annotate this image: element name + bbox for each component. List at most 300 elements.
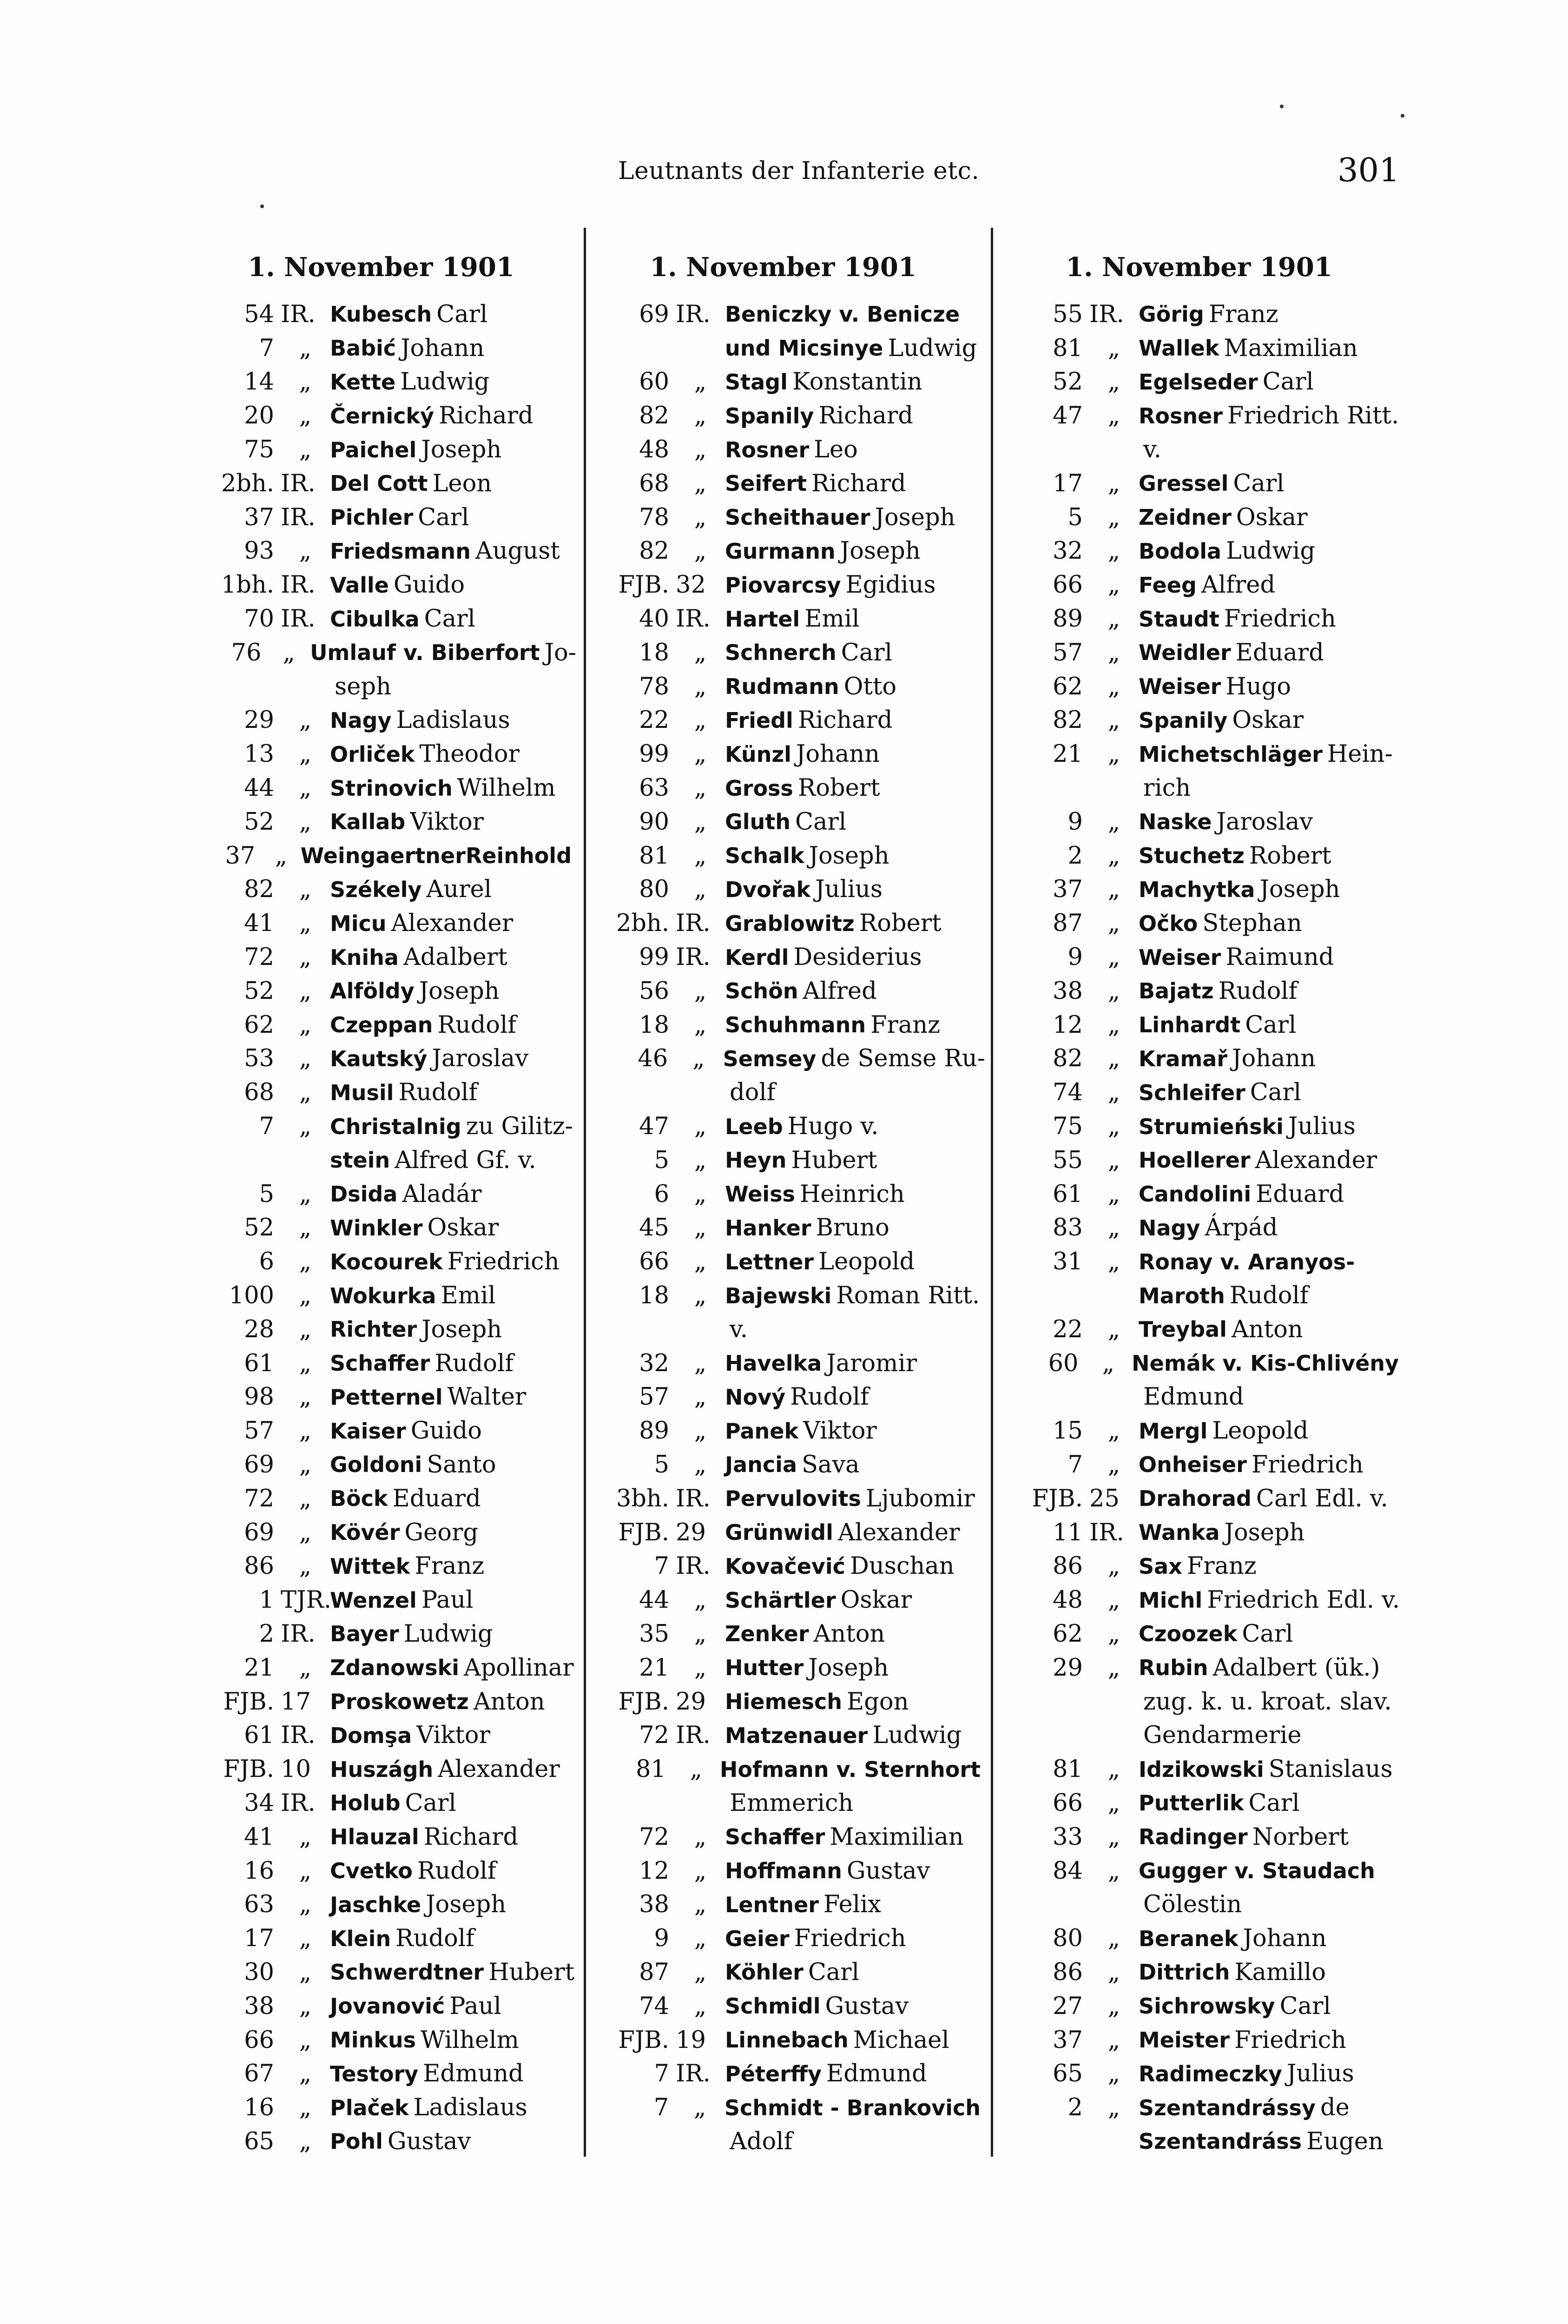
roster-entry	[186, 2023, 576, 2057]
regiment-number: 35	[639, 1620, 669, 1648]
unit-type: „	[690, 1756, 703, 1783]
officer-given-name: Oskar	[1236, 503, 1308, 531]
regiment-number: 82	[639, 402, 669, 430]
unit-type: „	[299, 1214, 312, 1242]
regiment-number: 17	[244, 1925, 274, 1953]
officer-given-name: Edmund	[423, 2060, 524, 2088]
column-date-heading: 1. November 1901	[1066, 252, 1332, 283]
roster-entry	[186, 1651, 576, 1685]
officer-surname: Seifert	[725, 471, 807, 496]
regiment-number: 16	[244, 1857, 274, 1885]
roster-entry	[186, 974, 576, 1008]
officer-given-name: Emil	[441, 1282, 496, 1309]
regiment-number: 63	[244, 1891, 274, 1919]
roster-entry	[581, 1042, 985, 1076]
regiment-number: 38	[639, 1891, 669, 1919]
officer-surname: Weiser	[1139, 674, 1221, 700]
officer-surname: Michl	[1139, 1587, 1203, 1613]
officer-given-name: v.	[730, 1315, 748, 1343]
roster-entry	[995, 670, 1403, 704]
officer-given-name: Egon	[847, 1688, 909, 1716]
roster-entry	[995, 1617, 1403, 1651]
officer-surname: Paichel	[330, 437, 417, 462]
roster-entry	[186, 670, 576, 704]
officer-given-name: Anton	[1231, 1315, 1303, 1343]
officer-given-name: Oskar	[427, 1214, 499, 1242]
officer-given-name: Walter	[447, 1383, 527, 1411]
roster-entry	[581, 1786, 985, 1820]
officer-given-name: Carl	[424, 605, 475, 633]
officer-given-name: Alfred Gf. v.	[395, 1146, 536, 1174]
roster-entry	[995, 1313, 1403, 1347]
unit-type: IR.	[676, 605, 711, 633]
officer-given-name: Theodor	[419, 740, 520, 768]
regiment-number: 52	[1053, 368, 1083, 396]
roster-entry	[186, 1211, 576, 1245]
regiment-number: 41	[244, 1823, 274, 1851]
officer-surname: Beniczky v. Benicze	[725, 302, 960, 327]
roster-entry	[186, 365, 576, 399]
officer-given-name: Eduard	[1256, 1180, 1344, 1208]
officer-given-name: Rudolf	[398, 1079, 478, 1107]
roster-entry	[995, 568, 1403, 602]
unit-type: „	[1107, 740, 1120, 768]
officer-surname: Strinovich	[330, 775, 453, 801]
officer-surname: Kaiser	[330, 1418, 406, 1444]
roster-entry	[581, 704, 985, 738]
officer-given-name: Maximilian	[830, 1823, 964, 1851]
roster-entry	[995, 1786, 1403, 1820]
officer-surname: Havelka	[725, 1351, 822, 1376]
regiment-number: 7	[654, 2060, 669, 2088]
officer-given-name: Alexander	[1255, 1146, 1377, 1174]
officer-surname: Schuhmann	[725, 1012, 866, 1038]
officer-surname: Rosner	[1139, 403, 1223, 429]
officer-surname: Cvetko	[330, 1858, 413, 1884]
officer-given-name: Carl	[795, 808, 847, 836]
regiment-number: 60	[1048, 1349, 1079, 1377]
unit-type: IR.	[281, 503, 316, 531]
officer-given-name: Franz	[870, 1011, 941, 1039]
roster-entry	[995, 805, 1403, 839]
officer-given-name: Julius	[815, 876, 883, 904]
regiment-number: 62	[244, 1011, 274, 1039]
officer-given-name: Johann	[1232, 1045, 1316, 1073]
officer-given-name: Ludwig	[888, 334, 977, 362]
roster-entry	[581, 467, 985, 501]
officer-given-name: Alfred	[803, 977, 877, 1005]
regiment-number: 21	[244, 1654, 274, 1682]
officer-given-name: Gustav	[846, 1857, 930, 1885]
officer-surname: Zeidner	[1139, 505, 1232, 530]
officer-given-name: Jaroslav	[432, 1045, 529, 1073]
roster-entry	[581, 1718, 985, 1752]
regiment-number: 93	[244, 537, 274, 565]
regiment-number: 60	[639, 368, 669, 396]
regiment-number: 37	[225, 842, 256, 870]
regiment-number: 98	[244, 1383, 274, 1411]
unit-type: „	[694, 1113, 707, 1141]
officer-surname: Hofmann v. Sternhort	[719, 1756, 981, 1782]
roster-entry	[581, 1008, 985, 1042]
officer-given-name: Felix	[823, 1891, 882, 1919]
officer-surname: Nemák v. Kis-Chlivény	[1132, 1351, 1399, 1376]
unit-type: „	[694, 1146, 707, 1174]
regiment-number: 18	[639, 1282, 669, 1309]
page-header-title: Leutnants der Infanterie etc.	[618, 157, 980, 185]
officer-surname: Bajewski	[725, 1283, 832, 1308]
roster-entry	[995, 1347, 1403, 1380]
regiment-number: 56	[639, 977, 669, 1005]
unit-type: „	[694, 1992, 707, 2020]
officer-surname: Huszágh	[330, 1756, 434, 1782]
officer-surname: Székely	[330, 877, 422, 902]
regiment-number: 6	[259, 1248, 274, 1276]
unit-type: „	[299, 977, 312, 1005]
roster-entry	[186, 1482, 576, 1516]
officer-given-name: Richard	[811, 469, 906, 497]
regiment-number: 99	[639, 740, 669, 768]
unit-type: „	[299, 706, 312, 734]
regiment-number: 1	[259, 1586, 274, 1614]
roster-entry	[581, 906, 985, 940]
officer-given-name: Joseph	[419, 977, 500, 1005]
officer-given-name: Cölestin	[1143, 1891, 1242, 1919]
regiment-number: 5	[654, 1451, 669, 1479]
officer-given-name: Egidius	[845, 571, 936, 599]
roster-entry	[186, 1583, 576, 1617]
officer-surname: Schwerdtner	[330, 1960, 484, 1985]
roster-entry	[186, 535, 576, 568]
roster-entry	[995, 2023, 1403, 2057]
roster-entry	[581, 1820, 985, 1854]
officer-surname: Schnerch	[725, 640, 837, 666]
officer-given-name: Ljubomir	[865, 1485, 975, 1512]
officer-given-name: Hubert	[488, 1958, 575, 1986]
roster-entry	[995, 467, 1403, 501]
roster-entry	[581, 2091, 985, 2125]
roster-entry	[186, 940, 576, 974]
officer-surname: Mergl	[1139, 1418, 1208, 1444]
officer-given-name: Paul	[449, 1992, 501, 2020]
officer-given-name: Ladislaus	[413, 2094, 527, 2122]
roster-entry	[186, 1143, 576, 1177]
officer-surname: Schmidl	[725, 1994, 821, 2019]
unit-type: „	[694, 368, 707, 396]
officer-given-name: Viktor	[803, 1417, 877, 1445]
officer-surname: Klein	[330, 1926, 391, 1951]
officer-given-name: Wilhelm	[421, 2026, 519, 2054]
roster-entry	[581, 737, 985, 771]
officer-given-name: Franz	[1208, 300, 1278, 328]
officer-surname: Domşa	[330, 1723, 412, 1748]
unit-type: 17	[281, 1688, 311, 1716]
officer-surname: Gugger v. Staudach	[1139, 1858, 1375, 1884]
unit-type: „	[299, 1315, 312, 1343]
officer-surname: Czeppan	[330, 1012, 433, 1038]
unit-type: „	[299, 2094, 312, 2122]
officer-surname: Valle	[330, 572, 389, 598]
officer-given-name: Emil	[804, 605, 860, 633]
regiment-number: 65	[244, 2127, 274, 2155]
unit-type: IR.	[281, 605, 316, 633]
roster-entry	[186, 1752, 576, 1786]
officer-surname: Del Cott	[330, 471, 428, 496]
roster-entry	[995, 1820, 1403, 1854]
officer-surname: Görig	[1139, 302, 1204, 327]
regiment-number: 100	[229, 1282, 274, 1309]
regiment-number: 2	[1067, 842, 1083, 870]
regiment-number: 74	[1053, 1079, 1083, 1107]
unit-type: „	[1107, 1586, 1120, 1614]
regiment-number: 68	[244, 1079, 274, 1107]
officer-given-name: Carl	[1250, 1079, 1301, 1107]
roster-entry	[995, 1921, 1403, 1955]
officer-surname: Treybal	[1139, 1317, 1227, 1342]
regiment-number: 82	[244, 876, 274, 904]
officer-given-name: Franz	[1186, 1552, 1257, 1580]
regiment-number: 81	[1053, 1756, 1083, 1783]
roster-entry	[995, 1651, 1403, 1685]
regiment-number: 52	[244, 808, 274, 836]
officer-surname: Machytka	[1139, 877, 1255, 902]
officer-given-name: Robert	[859, 910, 942, 938]
roster-entry	[581, 805, 985, 839]
roster-entry	[995, 1109, 1403, 1143]
unit-type: „	[299, 1992, 312, 2020]
officer-surname: Hanker	[725, 1215, 811, 1241]
regiment-number: 54	[244, 300, 274, 328]
unit-type: „	[694, 808, 707, 836]
unit-type: „	[1107, 571, 1120, 599]
officer-given-name: Duschan	[850, 1552, 955, 1580]
roster-entry	[186, 2057, 576, 2091]
roster-entry	[186, 1414, 576, 1448]
regiment-number: 72	[639, 1722, 669, 1750]
regiment-number: FJB.	[618, 571, 669, 599]
unit-type: „	[1107, 368, 1120, 396]
officer-given-name: Rudolf	[395, 1925, 474, 1953]
officer-given-name: Eduard	[1235, 639, 1324, 667]
officer-surname: Wenzel	[330, 1587, 417, 1613]
officer-given-name: Carl	[1262, 368, 1314, 396]
roster-entry	[581, 1752, 985, 1786]
officer-given-name: Guido	[410, 1417, 482, 1445]
officer-given-name: seph	[335, 673, 391, 700]
officer-surname: Christalnig	[330, 1114, 461, 1139]
officer-surname: Geier	[725, 1926, 790, 1951]
roster-entry	[581, 1617, 985, 1651]
officer-surname: Strumieński	[1139, 1114, 1284, 1139]
unit-type: „	[299, 1248, 312, 1276]
regiment-number: 69	[244, 1519, 274, 1546]
regiment-number: FJB.	[1032, 1485, 1083, 1512]
officer-given-name: Friedrich	[794, 1925, 906, 1953]
officer-surname: Scheithauer	[725, 505, 870, 530]
officer-given-name: Leo	[814, 436, 858, 464]
officer-surname: Nagy	[330, 707, 392, 733]
officer-surname: Jaschke	[330, 1892, 422, 1917]
regiment-number: 45	[639, 1214, 669, 1242]
officer-given-name: Hugo	[1225, 673, 1291, 700]
officer-given-name: Eduard	[392, 1485, 481, 1512]
unit-type: „	[694, 876, 707, 904]
unit-type: „	[299, 808, 312, 836]
officer-surname: Gurmann	[725, 538, 836, 564]
officer-surname: Plaček	[330, 2095, 409, 2120]
officer-given-name: Michael	[853, 2026, 949, 2054]
regiment-number: 2	[1067, 2094, 1083, 2122]
roster-entry	[581, 1549, 985, 1583]
unit-type: „	[299, 1417, 312, 1445]
unit-type: „	[694, 977, 707, 1005]
unit-type: „	[694, 740, 707, 768]
unit-type: „	[299, 1383, 312, 1411]
officer-given-name: zug. k. u. kroat. slav.	[1143, 1688, 1392, 1716]
unit-type: IR.	[676, 910, 711, 938]
roster-entry	[186, 297, 576, 331]
roster-entry	[581, 365, 985, 399]
roster-entry	[581, 1482, 985, 1516]
unit-type: „	[694, 402, 707, 430]
roster-entry	[995, 1549, 1403, 1583]
officer-given-name: Carl	[1279, 1992, 1331, 2020]
regiment-number: 20	[244, 402, 274, 430]
column-date-heading: 1. November 1901	[248, 252, 514, 283]
regiment-number: 9	[1067, 944, 1083, 971]
unit-type: IR.	[1089, 1519, 1124, 1546]
unit-type: „	[299, 1011, 312, 1039]
regiment-number: 66	[639, 1248, 669, 1276]
officer-surname: Kautský	[330, 1046, 428, 1071]
roster-entry	[995, 1854, 1403, 1888]
unit-type: „	[1107, 503, 1120, 531]
unit-type: IR.	[1089, 300, 1124, 328]
roster-entry	[581, 839, 985, 873]
roster-entry	[581, 1347, 985, 1380]
officer-surname: Linnebach	[725, 2027, 849, 2053]
roster-entry	[581, 2125, 985, 2159]
unit-type: 29	[676, 1519, 706, 1546]
roster-entry	[581, 602, 985, 636]
officer-given-name: Carl	[808, 1958, 859, 1986]
unit-type: „	[1107, 706, 1120, 734]
unit-type: IR.	[281, 469, 316, 497]
officer-surname: Schön	[725, 978, 798, 1004]
roster-entry	[995, 940, 1403, 974]
officer-surname: Schleifer	[1139, 1080, 1245, 1105]
unit-type: „	[694, 1620, 707, 1648]
unit-type: IR.	[281, 1620, 316, 1648]
officer-given-name: Gustav	[825, 1992, 909, 2020]
unit-type: „	[694, 1214, 707, 1242]
officer-given-name: Gustav	[387, 2127, 471, 2155]
roster-entry	[581, 974, 985, 1008]
officer-given-name: Viktor	[410, 808, 484, 836]
officer-surname: Goldoni	[330, 1452, 422, 1478]
officer-surname: Minkus	[330, 2027, 416, 2053]
unit-type: 29	[676, 1688, 706, 1716]
officer-given-name: Raimund	[1225, 944, 1334, 971]
officer-surname: Schmidt - Brankovich	[724, 2095, 981, 2120]
officer-given-name: Wilhelm	[457, 774, 556, 802]
unit-type: „	[299, 1857, 312, 1885]
officer-given-name: Joseph	[421, 436, 502, 464]
roster-entry	[995, 1008, 1403, 1042]
roster-entry	[581, 1448, 985, 1482]
regiment-number: 63	[639, 774, 669, 802]
officer-given-name: rich	[1143, 774, 1191, 802]
roster-entry	[995, 1583, 1403, 1617]
officer-surname: Leeb	[725, 1114, 783, 1139]
officer-surname: Hartel	[725, 606, 800, 632]
regiment-number: 80	[1053, 1925, 1083, 1953]
officer-given-name: Leon	[432, 469, 492, 497]
officer-surname: Meister	[1139, 2027, 1230, 2053]
roster-entry	[995, 839, 1403, 873]
officer-surname: Očko	[1139, 911, 1198, 936]
officer-surname: Wanka	[1139, 1520, 1220, 1545]
roster-entry	[581, 1989, 985, 2023]
officer-given-name: Richard	[423, 1823, 519, 1851]
officer-given-name: Apollinar	[463, 1654, 574, 1682]
officer-given-name: Alexander	[438, 1756, 560, 1783]
roster-entry	[186, 1448, 576, 1482]
regiment-number: 7	[1067, 1451, 1083, 1479]
roster-entry	[581, 873, 985, 907]
officer-surname: Onheiser	[1139, 1452, 1247, 1478]
officer-given-name: Ludwig	[1226, 537, 1315, 565]
regiment-number: FJB.	[223, 1688, 274, 1716]
officer-surname: Petternel	[330, 1384, 443, 1410]
regiment-number: 81	[635, 1756, 666, 1783]
regiment-number: 2bh.	[616, 910, 669, 938]
unit-type: IR.	[676, 1722, 711, 1750]
unit-type: „	[299, 944, 312, 971]
unit-type: „	[1107, 2026, 1120, 2054]
officer-given-name: Friedrich	[1234, 2026, 1347, 2054]
roster-entry	[995, 1718, 1403, 1752]
officer-surname: Weiser	[1139, 944, 1221, 970]
officer-given-name: Norbert	[1252, 1823, 1349, 1851]
officer-given-name: Santo	[427, 1451, 496, 1479]
officer-surname: Lettner	[725, 1249, 814, 1274]
roster-entry	[581, 1651, 985, 1685]
unit-type: „	[694, 469, 707, 497]
officer-surname: Naske	[1139, 809, 1212, 835]
unit-type: „	[694, 1451, 707, 1479]
officer-surname: Cibulka	[330, 606, 420, 632]
regiment-number: 84	[1053, 1857, 1083, 1885]
unit-type: „	[1107, 537, 1120, 565]
officer-given-name: Joseph	[1259, 876, 1340, 904]
regiment-number: 21	[1053, 740, 1083, 768]
officer-surname: Rosner	[725, 437, 810, 462]
roster-entry	[186, 839, 576, 873]
officer-surname: Péterffy	[725, 2061, 822, 2086]
officer-surname: Piovarcsy	[725, 572, 841, 598]
officer-given-name: Viktor	[416, 1722, 490, 1750]
officer-given-name: Robert	[1249, 842, 1331, 870]
roster-entry	[995, 2125, 1403, 2159]
unit-type: „	[1107, 1925, 1120, 1953]
officer-given-name: Johann	[401, 334, 485, 362]
roster-entry	[186, 1617, 576, 1651]
roster-entry	[995, 771, 1403, 805]
officer-given-name: Rudolf	[1218, 977, 1298, 1005]
page-number: 301	[1337, 151, 1400, 189]
regiment-number: 37	[1053, 876, 1083, 904]
